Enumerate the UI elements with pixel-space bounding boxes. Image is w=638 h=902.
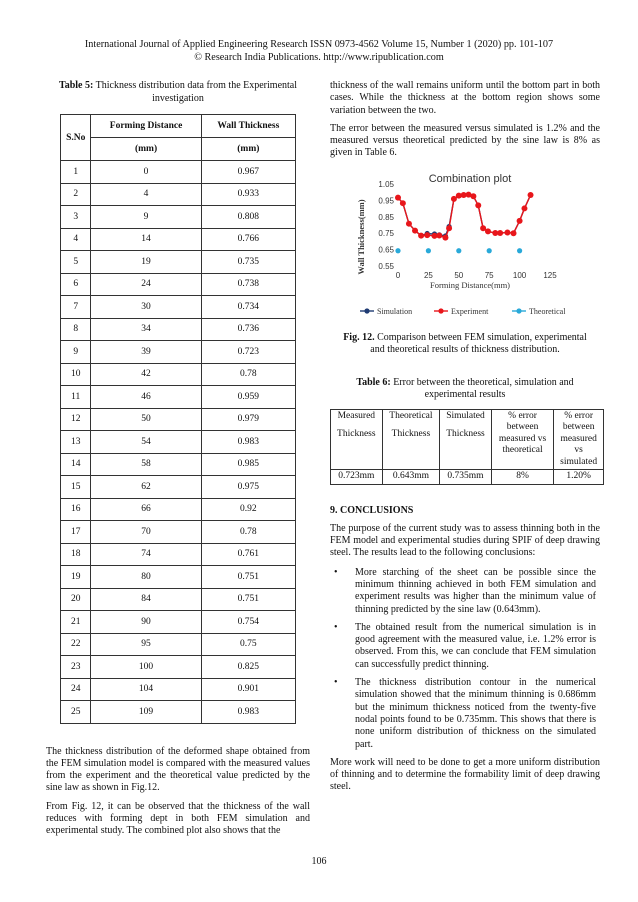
table6-caption [330, 377, 600, 402]
data-point-experiment [504, 229, 510, 235]
right-paragraph-1: thickness of the wall remains uniform until the bottom part in both cases. While the thickness at the bottom region shows some variation between the two. [330, 80, 600, 116]
table5 [60, 114, 296, 724]
legend-label-experiment: Experiment [451, 306, 489, 316]
data-point-experiment [475, 202, 481, 208]
table6-caption-text: Error between the theoretical, simulation and experimental results [390, 376, 574, 401]
table5-row [61, 206, 296, 229]
table6-header [554, 409, 604, 470]
conclusions-closing: More work will need to be done to get a more uniform distribution of thinning and to determine the formability limit of deep drawing steel. [330, 756, 600, 793]
data-point-experiment [442, 234, 448, 240]
table5-cell-distance: 24 [91, 273, 201, 296]
table6-header-line: vs [574, 445, 583, 456]
x-tick-label: 50 [454, 270, 464, 280]
data-point-experiment [406, 220, 412, 226]
table5-cell-distance: 109 [91, 701, 201, 724]
table5-cell-sno: 22 [61, 633, 91, 656]
table5-cell-thickness: 0.985 [201, 453, 295, 476]
table6-header-line: Thickness [337, 429, 376, 440]
table5-row [61, 588, 296, 611]
conclusion-item [330, 567, 600, 616]
fig12-chart [352, 174, 572, 316]
table5-cell-thickness: 0.825 [201, 656, 295, 679]
data-point-experiment [418, 232, 424, 238]
table5-cell-thickness: 0.734 [201, 296, 295, 319]
header-line-1: International Journal of Applied Engineering Research ISSN 0973-4562 Volume 15, Number 1 (2020) pp. 101-107 [84, 39, 554, 50]
y-tick-label: 0.65 [378, 245, 394, 255]
table6-cell: 8% [491, 470, 553, 485]
table5-cell-sno: 21 [61, 611, 91, 634]
table5-cell-sno: 11 [61, 386, 91, 409]
table5-cell-sno: 18 [61, 543, 91, 566]
table5-cell-distance: 50 [91, 408, 201, 431]
data-point-experiment [451, 196, 457, 202]
legend-marker-theoretical [516, 308, 521, 313]
table6-header-line: theoretical [502, 445, 543, 456]
table5-cell-thickness: 0.766 [201, 228, 295, 251]
table5-cell-thickness: 0.933 [201, 183, 295, 206]
table5-cell-thickness: 0.967 [201, 161, 295, 184]
table5-row [61, 228, 296, 251]
table5-cell-sno: 23 [61, 656, 91, 679]
table5-cell-thickness: 0.723 [201, 341, 295, 364]
conclusion-item [330, 622, 600, 671]
table5-unit-thickness: (mm) [201, 138, 295, 161]
table5-cell-distance: 62 [91, 476, 201, 499]
table5-cell-sno: 9 [61, 341, 91, 364]
left-column [46, 80, 310, 838]
table5-cell-sno: 17 [61, 521, 91, 544]
table5-header-thickness: Wall Thickness [201, 115, 295, 138]
table6-header-line: % error [508, 410, 537, 421]
conclusions-heading: 9. CONCLUSIONS [330, 504, 414, 516]
table6-header-line: Thickness [446, 429, 485, 440]
table5-cell-thickness: 0.78 [201, 363, 295, 386]
data-point-experiment [400, 200, 406, 206]
conclusion-text: The obtained result from the numerical simulation is in good agreement with the measured value, i.e. 1.2% error is observed. From this, we can conclude that FEM simulation can successfully predict thinning. [355, 621, 596, 670]
table6-header-line: Measured [337, 410, 376, 421]
table5-row [61, 453, 296, 476]
table5-cell-distance: 19 [91, 251, 201, 274]
table5-cell-thickness: 0.983 [201, 431, 295, 454]
table5-cell-thickness: 0.78 [201, 521, 295, 544]
right-paragraph-2: The error between the measured versus simulated is 1.2% and the measured versus theoretical predicted by the sine law is 8% as given in Table 6. [330, 122, 600, 159]
fig12-caption [330, 332, 600, 357]
table5-cell-sno: 4 [61, 228, 91, 251]
data-point-experiment [485, 228, 491, 234]
data-point-experiment [412, 227, 418, 233]
table5-cell-sno: 24 [61, 678, 91, 701]
y-axis-label: Wall Thickness(mm) [356, 199, 366, 275]
table5-cell-distance: 74 [91, 543, 201, 566]
table5-unit-distance: (mm) [91, 138, 201, 161]
table5-cell-thickness: 0.751 [201, 588, 295, 611]
fig12-label: Fig. 12. [343, 331, 375, 343]
table5-row [61, 318, 296, 341]
table6-caption-label: Table 6: [356, 376, 391, 388]
table5-row [61, 251, 296, 274]
table6-cell: 1.20% [554, 470, 604, 485]
table5-cell-thickness: 0.761 [201, 543, 295, 566]
table5-cell-distance: 0 [91, 161, 201, 184]
table5-cell-distance: 70 [91, 521, 201, 544]
data-point-theoretical [487, 248, 492, 253]
table5-cell-distance: 9 [91, 206, 201, 229]
table5-row [61, 476, 296, 499]
table5-cell-thickness: 0.979 [201, 408, 295, 431]
table5-cell-thickness: 0.92 [201, 498, 295, 521]
data-point-theoretical [517, 248, 522, 253]
legend-marker-experiment [438, 308, 443, 313]
table5-cell-distance: 14 [91, 228, 201, 251]
data-point-experiment [497, 230, 503, 236]
table5-caption-text: Thickness distribution data from the Experimental investigation [93, 80, 298, 104]
table5-row [61, 678, 296, 701]
conclusions-intro: The purpose of the current study was to assess thinning both in the FEM model and experimental studies during SPIF of deep drawing steel. The results lead to the following conclusions: [330, 522, 600, 559]
x-tick-label: 100 [512, 270, 527, 280]
data-point-experiment [436, 232, 442, 238]
table5-cell-distance: 39 [91, 341, 201, 364]
table5-cell-sno: 5 [61, 251, 91, 274]
table5-cell-distance: 30 [91, 296, 201, 319]
table5-cell-sno: 12 [61, 408, 91, 431]
table5-cell-thickness: 0.751 [201, 566, 295, 589]
table6-header-line: measured [560, 433, 597, 444]
right-column [330, 80, 600, 794]
data-point-experiment [446, 225, 452, 231]
chart-title: Combination plot [428, 173, 512, 185]
table6-header [491, 409, 553, 470]
legend-label-simulation: Simulation [377, 306, 413, 316]
bullet-icon: • [334, 566, 338, 578]
table5-row [61, 183, 296, 206]
table5-row [61, 161, 296, 184]
table5-cell-thickness: 0.738 [201, 273, 295, 296]
y-tick-label: 0.75 [378, 228, 394, 238]
x-tick-label: 0 [395, 270, 401, 280]
legend-marker-simulation [364, 308, 369, 313]
legend-label-theoretical: Theoretical [529, 306, 566, 316]
table6-header [382, 409, 440, 470]
table5-cell-thickness: 0.754 [201, 611, 295, 634]
table5-cell-thickness: 0.75 [201, 633, 295, 656]
table5-cell-sno: 19 [61, 566, 91, 589]
table6-header-line: measured vs [498, 433, 547, 444]
left-paragraph-1: The thickness distribution of the deformed shape obtained from the FEM simulation model is compared with the measured values from the experiment and the theoretical value predicted by the sine law as shown in Fig.12. [46, 745, 310, 794]
table6-header-line: % error [564, 410, 594, 421]
data-point-theoretical [426, 248, 431, 253]
data-point-experiment [511, 230, 517, 236]
table5-row [61, 341, 296, 364]
table5-cell-thickness: 0.983 [201, 701, 295, 724]
x-tick-label: 125 [543, 270, 557, 280]
table6-cell: 0.735mm [440, 470, 492, 485]
table5-cell-distance: 84 [91, 588, 201, 611]
table6-header-line: between [506, 422, 539, 433]
table6-header-line: between [562, 422, 595, 433]
table5-row [61, 431, 296, 454]
fig12-text: Comparison between FEM simulation, experimental and theoretical results of thickness distribution. [370, 331, 587, 356]
table5-caption-label: Table 5: [58, 80, 94, 91]
table5-row [61, 408, 296, 431]
table5-row [61, 543, 296, 566]
table5-cell-distance: 80 [91, 566, 201, 589]
table5-cell-distance: 34 [91, 318, 201, 341]
data-point-experiment [517, 218, 523, 224]
table5-row [61, 521, 296, 544]
table5-header-distance: Forming Distance [91, 115, 201, 138]
left-paragraph-2: From Fig. 12, it can be observed that the thickness of the wall reduces with forming dept in both FEM simulation and experimental study. The combined plot also shows that the [46, 800, 310, 837]
table5-caption [46, 80, 310, 105]
table5-cell-sno: 2 [61, 183, 91, 206]
table5-cell-sno: 10 [61, 363, 91, 386]
table5-cell-sno: 6 [61, 273, 91, 296]
table6-header [440, 409, 492, 470]
data-point-theoretical [395, 248, 400, 253]
table5-cell-distance: 90 [91, 611, 201, 634]
table5-row [61, 566, 296, 589]
table5-cell-distance: 58 [91, 453, 201, 476]
table5-cell-distance: 46 [91, 386, 201, 409]
data-point-experiment [424, 232, 430, 238]
table6-header-line: simulated [560, 456, 598, 467]
table5-cell-distance: 66 [91, 498, 201, 521]
table5-cell-distance: 4 [91, 183, 201, 206]
table5-cell-sno: 20 [61, 588, 91, 611]
table5-header-sno: S.No [61, 115, 91, 161]
table6-cell: 0.643mm [382, 470, 440, 485]
table5-cell-sno: 3 [61, 206, 91, 229]
table5-cell-sno: 16 [61, 498, 91, 521]
table5-cell-thickness: 0.959 [201, 386, 295, 409]
table5-row [61, 633, 296, 656]
table5-row [61, 296, 296, 319]
table5-cell-sno: 25 [61, 701, 91, 724]
header-line-2: © Research India Publications. http://www.ripublication.com [194, 52, 444, 63]
table5-cell-sno: 8 [61, 318, 91, 341]
x-tick-label: 25 [423, 270, 433, 280]
table6-cell: 0.723mm [331, 470, 383, 485]
table5-cell-distance: 42 [91, 363, 201, 386]
table5-row [61, 498, 296, 521]
table5-row [61, 273, 296, 296]
conclusion-text: The thickness distribution contour in the numerical simulation showed that the minimum thinning is 0.686mm but the minimum thickness noticed from the twenty-five nodal points found to be 0.735mm. This shows that there is none uniform distribution of thickness on the simulated part. [355, 677, 596, 750]
table5-cell-distance: 54 [91, 431, 201, 454]
table5-cell-thickness: 0.975 [201, 476, 295, 499]
y-tick-label: 1.05 [378, 179, 394, 189]
table5-row [61, 386, 296, 409]
table5-cell-sno: 13 [61, 431, 91, 454]
y-tick-label: 0.85 [378, 212, 394, 222]
conclusions-list [330, 567, 600, 751]
conclusion-text: More starching of the sheet can be possible since the minimum thinning achieved in both FEM simulation and experiment results was higher than the minimum value of thinning predicted by the sine law (0.643mm). [355, 566, 596, 615]
x-axis-label: Forming Distance(mm) [429, 279, 511, 290]
table5-cell-thickness: 0.901 [201, 678, 295, 701]
table6-header-line: Theoretical [389, 410, 433, 421]
table5-cell-distance: 95 [91, 633, 201, 656]
table5-row [61, 656, 296, 679]
table6-header [331, 409, 383, 470]
journal-header [0, 38, 638, 64]
y-tick-label: 0.95 [378, 196, 394, 206]
data-point-experiment [395, 194, 401, 200]
table5-cell-sno: 14 [61, 453, 91, 476]
table6 [330, 409, 604, 485]
data-point-experiment [521, 205, 527, 211]
data-point-theoretical [456, 248, 461, 253]
table5-cell-thickness: 0.808 [201, 206, 295, 229]
table5-cell-sno: 1 [61, 161, 91, 184]
table5-cell-thickness: 0.736 [201, 318, 295, 341]
table5-cell-sno: 7 [61, 296, 91, 319]
table5-row [61, 611, 296, 634]
table5-row [61, 701, 296, 724]
bullet-icon: • [334, 621, 338, 633]
combination-plot [352, 174, 572, 324]
table6-header-line: Simulated [446, 410, 485, 421]
data-point-experiment [528, 192, 534, 198]
table5-cell-distance: 104 [91, 678, 201, 701]
table5-cell-sno: 15 [61, 476, 91, 499]
table6-header-line: Thickness [391, 429, 431, 440]
data-point-experiment [470, 193, 476, 199]
page-number: 106 [311, 856, 327, 867]
table5-cell-thickness: 0.735 [201, 251, 295, 274]
bullet-icon: • [334, 677, 338, 689]
table5-row [61, 363, 296, 386]
table5-cell-distance: 100 [91, 656, 201, 679]
y-tick-label: 0.55 [378, 261, 394, 271]
conclusion-item [330, 677, 600, 751]
x-tick-label: 75 [484, 270, 494, 280]
